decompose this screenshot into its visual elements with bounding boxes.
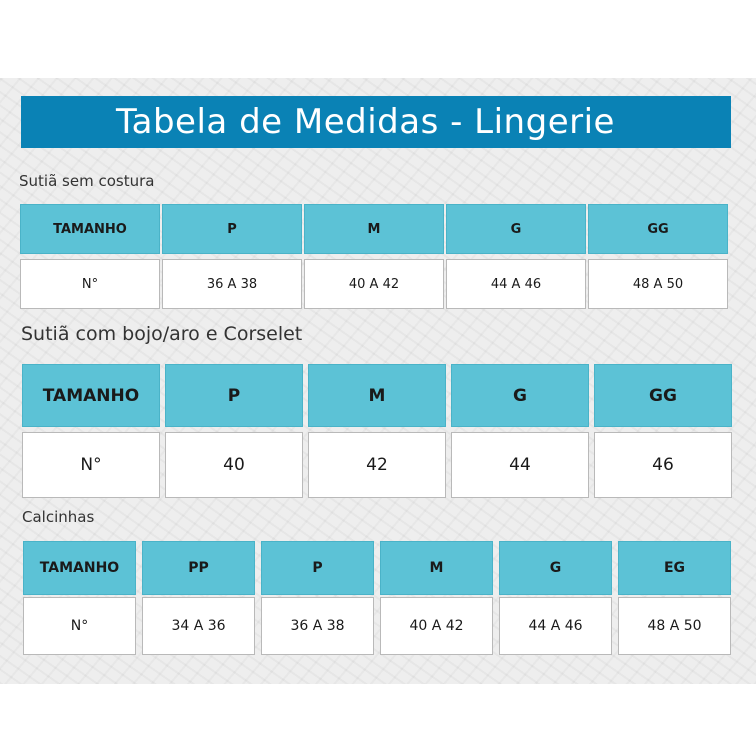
- value-cell: 48 A 50: [618, 597, 731, 655]
- value-cell: 42: [308, 432, 446, 498]
- header-cell: TAMANHO: [20, 204, 160, 254]
- header-cell: M: [308, 364, 446, 427]
- value-cell: 36 A 38: [162, 259, 302, 309]
- section-title-sutia-com-bojo: Sutiã com bojo/aro e Corselet: [21, 323, 303, 345]
- header-cell: GG: [594, 364, 732, 427]
- header-cell: P: [261, 541, 374, 595]
- title-banner: [21, 96, 731, 148]
- value-cell: 40: [165, 432, 303, 498]
- header-cell: G: [451, 364, 589, 427]
- header-cell: TAMANHO: [23, 541, 136, 595]
- header-cell: P: [165, 364, 303, 427]
- header-cell: G: [446, 204, 586, 254]
- value-cell: 46: [594, 432, 732, 498]
- header-cell: M: [304, 204, 444, 254]
- value-cell: N°: [23, 597, 136, 655]
- value-cell: 48 A 50: [588, 259, 728, 309]
- header-cell: TAMANHO: [22, 364, 160, 427]
- section-title-calcinhas: Calcinhas: [22, 508, 95, 526]
- header-cell: P: [162, 204, 302, 254]
- header-cell: M: [380, 541, 493, 595]
- header-cell: PP: [142, 541, 255, 595]
- value-cell: 40 A 42: [304, 259, 444, 309]
- value-cell: 44 A 46: [446, 259, 586, 309]
- section-title-sutia-sem-costura: Sutiã sem costura: [19, 172, 155, 190]
- header-cell: G: [499, 541, 612, 595]
- value-cell: 40 A 42: [380, 597, 493, 655]
- value-cell: 44: [451, 432, 589, 498]
- value-cell: 36 A 38: [261, 597, 374, 655]
- value-cell: 34 A 36: [142, 597, 255, 655]
- header-cell: GG: [588, 204, 728, 254]
- page-title: Tabela de Medidas - Lingerie: [116, 102, 615, 142]
- header-cell: EG: [618, 541, 731, 595]
- value-cell: 44 A 46: [499, 597, 612, 655]
- value-cell: N°: [22, 432, 160, 498]
- value-cell: N°: [20, 259, 160, 309]
